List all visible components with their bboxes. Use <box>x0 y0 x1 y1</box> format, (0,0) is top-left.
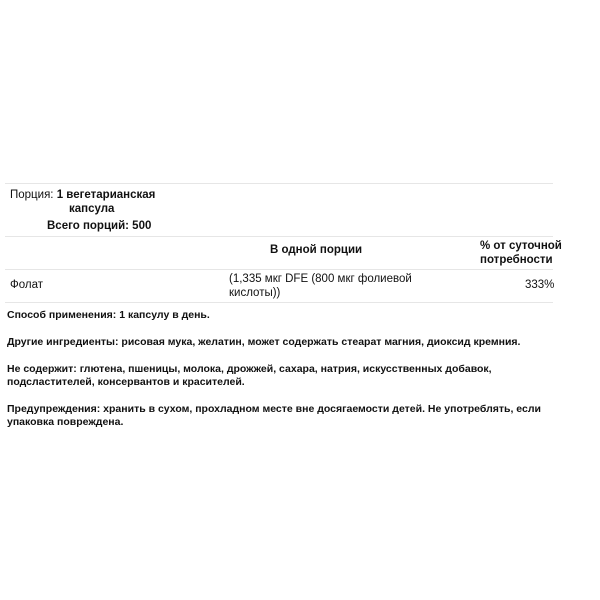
per-serving-header: В одной порции <box>270 244 363 256</box>
serving-size-value-line2: капсула <box>69 203 115 215</box>
servings-per-container: Всего порций: 500 <box>47 220 152 232</box>
nutrient-daily-value: 333% <box>525 279 555 291</box>
nutrient-amount-line1: (1,335 мкг DFE (800 мкг фолиевой <box>229 273 412 285</box>
nutrient-amount-line2: кислоты)) <box>229 287 281 299</box>
free-of-note: Не содержит: глютена, пшеницы, молока, дрожжей, сахара, натрия, искусственных добавок, подсластителей, консервантов и красителей. <box>7 363 492 388</box>
serving-size-block <box>5 183 553 236</box>
daily-value-header-line2: потребности <box>480 254 553 266</box>
serving-size <box>10 188 210 216</box>
serving-size-label: Порция: <box>10 189 54 201</box>
daily-value-header-line1: % от суточной <box>480 240 562 252</box>
usage-note: Способ применения: 1 капсулу в день. <box>7 309 210 321</box>
serving-size-value-line1: 1 вегетарианская <box>56 189 156 201</box>
product-notes <box>7 309 567 443</box>
daily-value-header <box>480 239 575 267</box>
supplement-facts-panel <box>5 183 562 303</box>
column-header-row <box>5 236 562 269</box>
warnings-note: Предупреждения: хранить в сухом, прохладном месте вне досягаемости детей. Не употреблять, если упаковка повреждена. <box>7 403 541 428</box>
nutrient-name: Фолат <box>10 279 44 291</box>
nutrient-amount <box>229 272 429 300</box>
nutrient-row <box>5 269 553 303</box>
other-ingredients-note: Другие ингредиенты: рисовая мука, желатин, может содержать стеарат магния, диоксид кремния. <box>7 336 521 348</box>
